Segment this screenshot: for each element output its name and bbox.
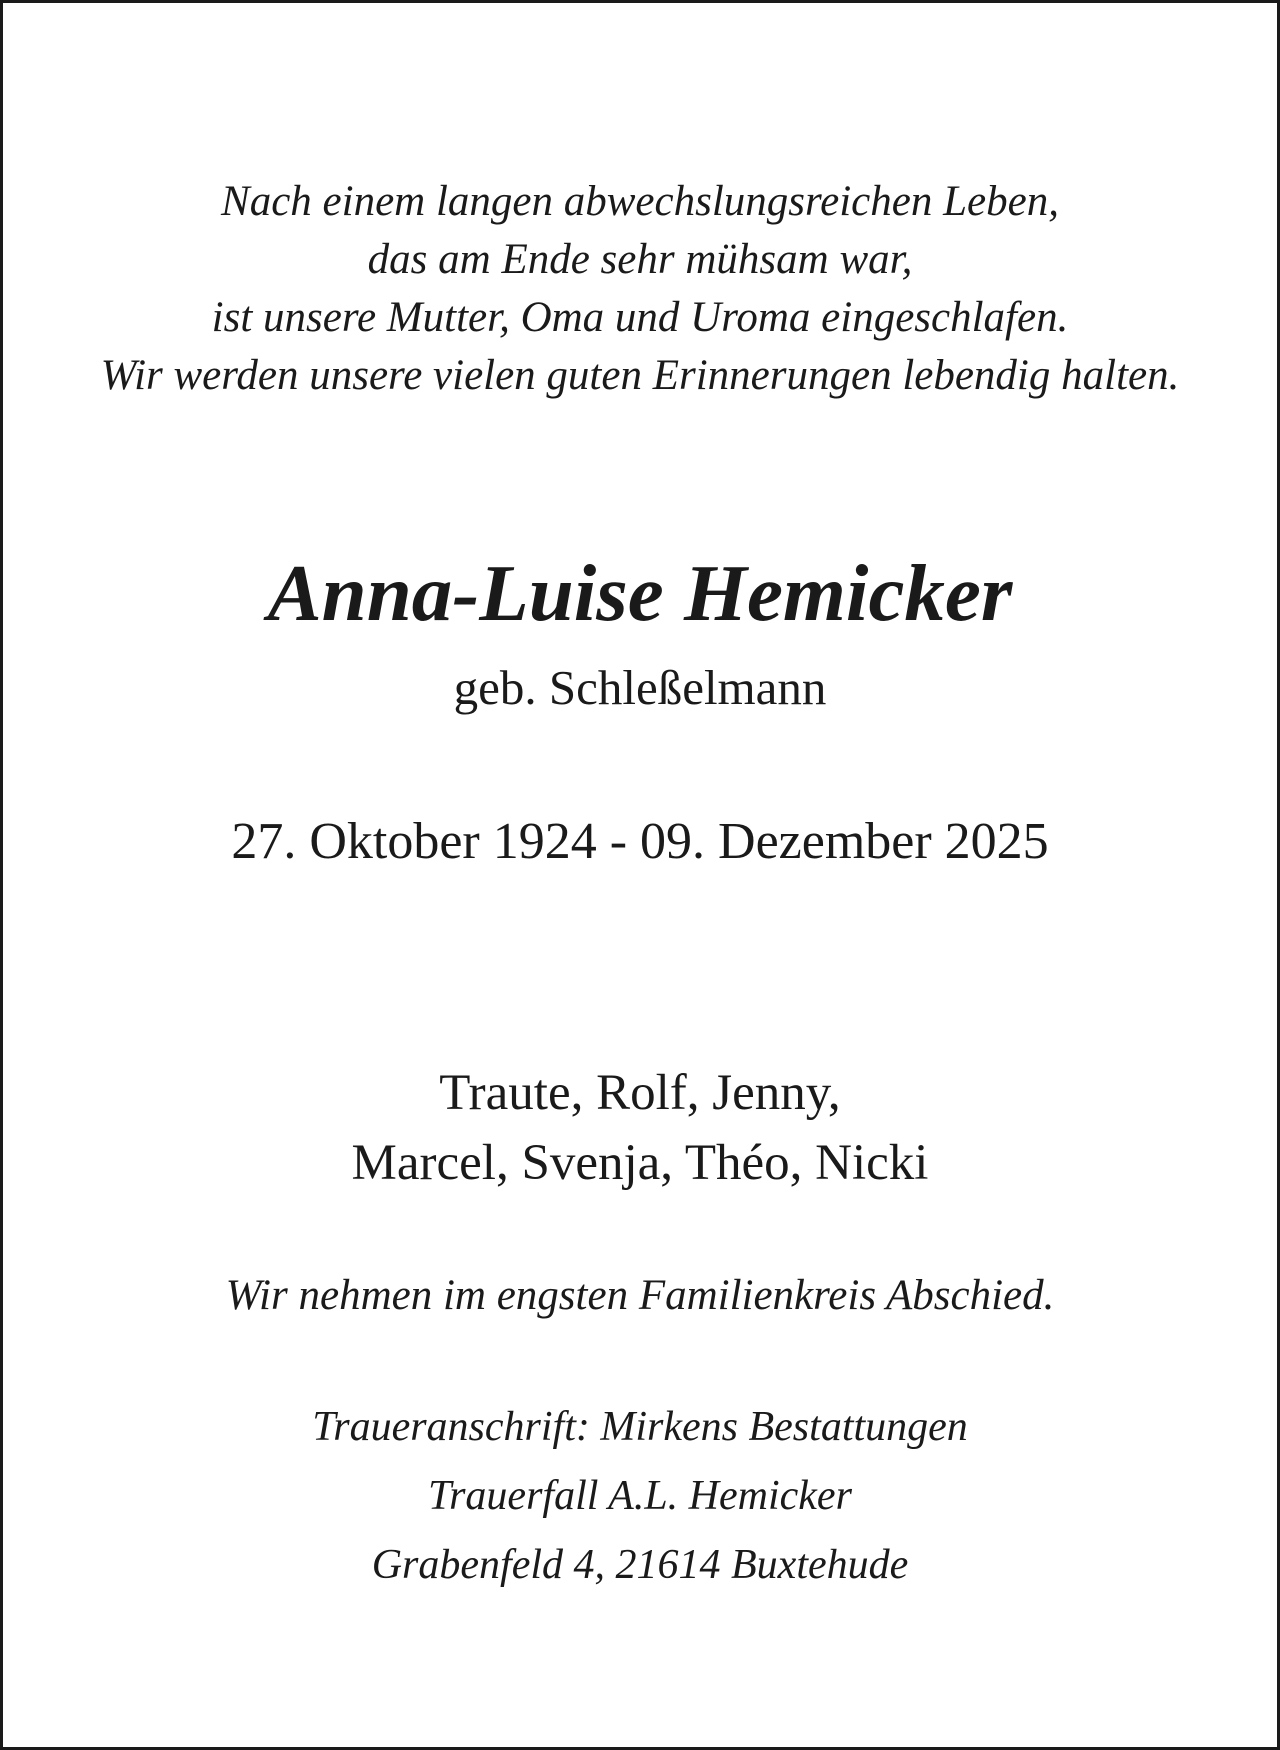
intro-line: das am Ende sehr mühsam war, (367, 236, 913, 283)
address-line: Trauerfall A.L. Hemicker (428, 1473, 852, 1519)
mourners-line: Traute, Rolf, Jenny, (439, 1065, 841, 1121)
mourning-address (3, 1393, 1277, 1600)
deceased-name: Anna-Luise Hemicker (267, 548, 1013, 638)
birth-name: geb. Schleßelmann (453, 660, 827, 715)
intro-line: Nach einem langen abwechslungsreichen Leben, (221, 178, 1059, 225)
mourners-list (3, 1058, 1277, 1198)
farewell-text: Wir nehmen im engsten Familienkreis Abschied. (225, 1272, 1055, 1319)
intro-line: ist unsere Mutter, Oma und Uroma eingeschlafen. (211, 294, 1069, 341)
life-dates: 27. Oktober 1924 - 09. Dezember 2025 (231, 813, 1049, 870)
address-line: Traueranschrift: Mirkens Bestattungen (312, 1404, 968, 1450)
address-line: Grabenfeld 4, 21614 Buxtehude (371, 1542, 909, 1588)
intro-text (3, 173, 1277, 405)
intro-line: Wir werden unsere vielen guten Erinnerungen lebendig halten. (100, 352, 1180, 399)
mourners-line: Marcel, Svenja, Théo, Nicki (351, 1135, 929, 1191)
